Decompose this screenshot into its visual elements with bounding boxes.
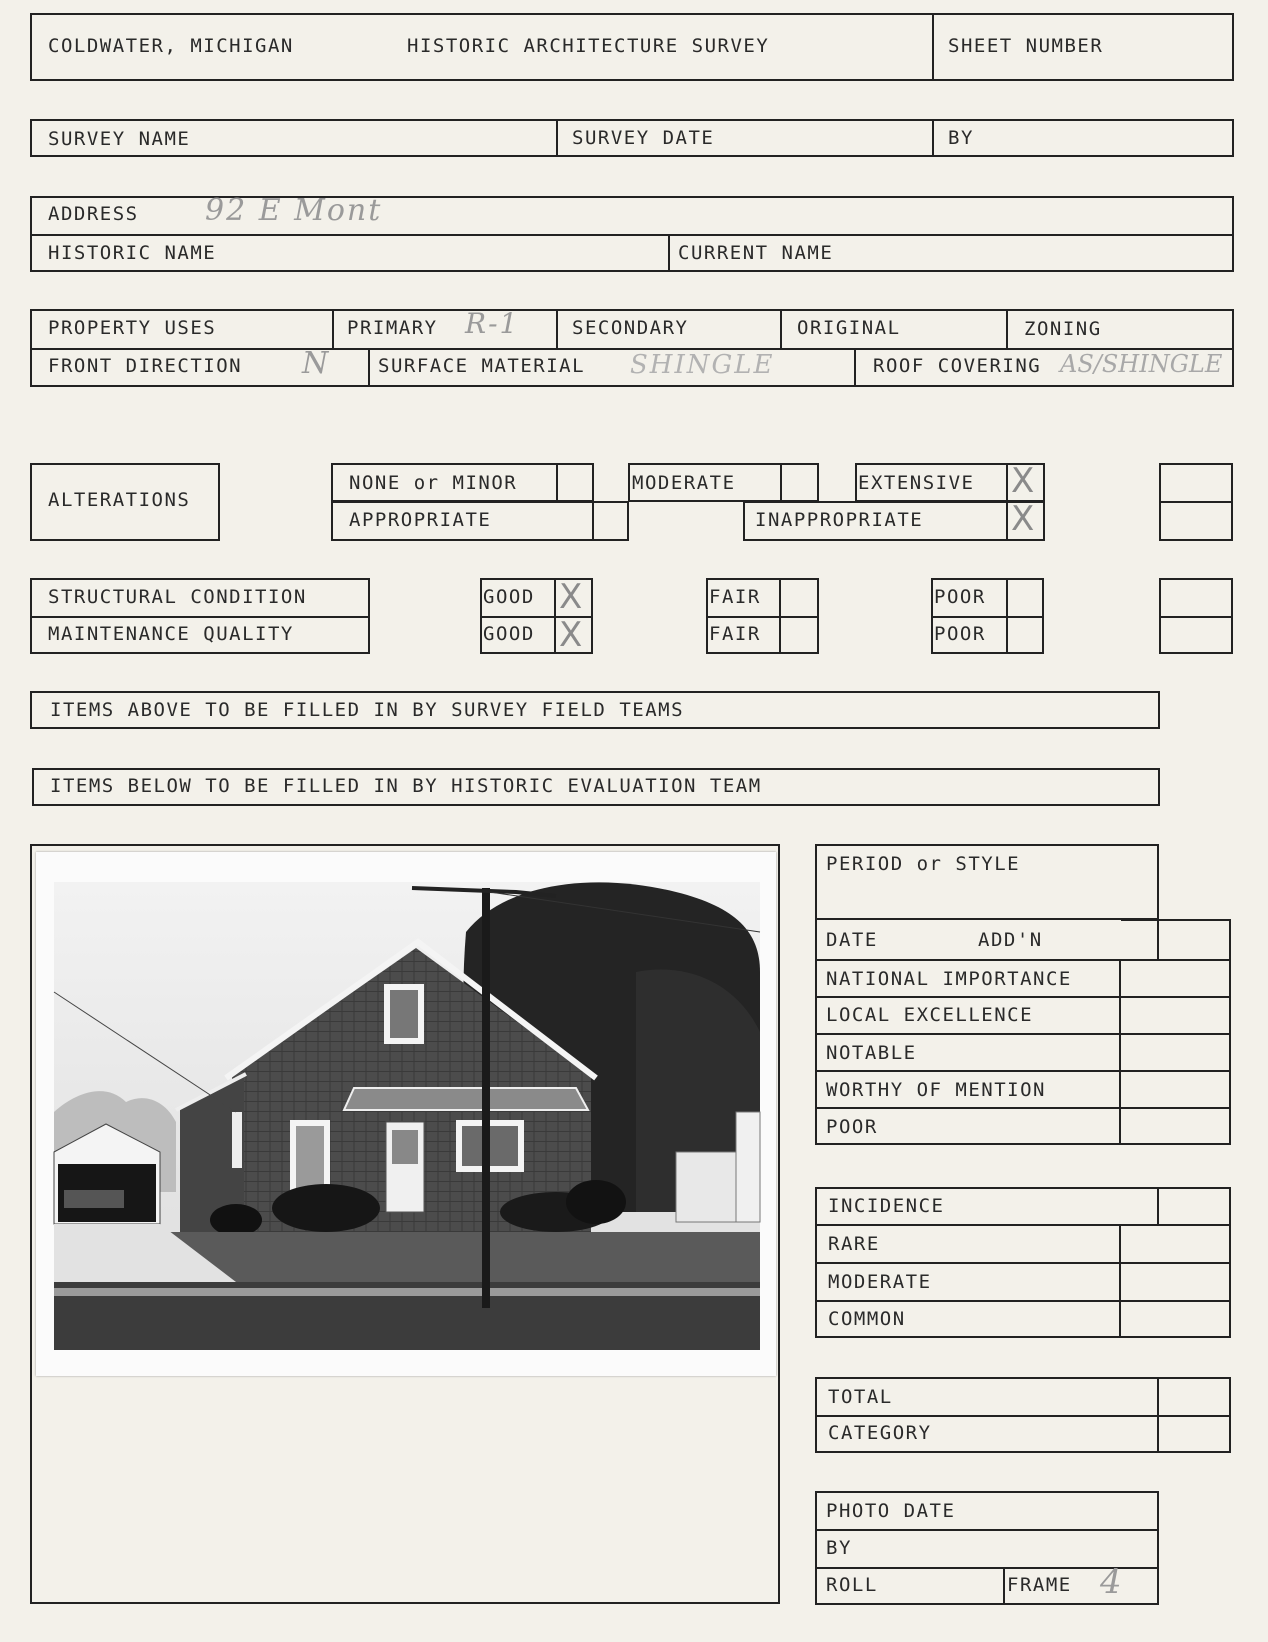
secondary-label: SECONDARY: [572, 317, 689, 339]
primary-value: R-1: [465, 307, 520, 340]
maintenance-good-label: GOOD: [483, 623, 535, 645]
surface-material-value: SHINGLE: [630, 350, 775, 380]
extensive-check: X: [1011, 461, 1035, 501]
date-label: DATE: [826, 929, 878, 951]
structural-poor-label: POOR: [934, 586, 986, 608]
structural-fair-label: FAIR: [709, 586, 761, 608]
moderate-label: MODERATE: [632, 472, 736, 494]
front-direction-value: N: [302, 346, 331, 381]
zoning-label: ZONING: [1024, 318, 1102, 340]
surface-material-label: SURFACE MATERIAL: [378, 355, 586, 377]
roll-label: ROLL: [826, 1574, 878, 1596]
evaluation-poor-label: POOR: [826, 1116, 878, 1138]
national-importance-label: NATIONAL IMPORTANCE: [826, 968, 1072, 990]
survey-by-label: BY: [948, 127, 974, 149]
frame-value: 4: [1100, 1562, 1124, 1602]
maintenance-good-check: X: [559, 615, 583, 655]
sheet-number-label: SHEET NUMBER: [948, 35, 1104, 57]
original-label: ORIGINAL: [797, 317, 901, 339]
total-label: TOTAL: [828, 1386, 893, 1408]
roof-covering-label: ROOF COVERING: [873, 355, 1042, 377]
evaluation-team-note: ITEMS BELOW TO BE FILLED IN BY HISTORIC EVALUATION TEAM: [50, 775, 762, 797]
house-photo: [36, 852, 776, 1376]
historic-name-label: HISTORIC NAME: [48, 242, 217, 264]
structural-good-label: GOOD: [483, 586, 535, 608]
photo-date-label: PHOTO DATE: [826, 1500, 956, 1522]
current-name-label: CURRENT NAME: [678, 242, 834, 264]
address-value: 92 E Mont: [205, 193, 383, 228]
structural-good-check: X: [559, 577, 583, 617]
inappropriate-label: INAPPROPRIATE: [755, 509, 924, 531]
worthy-of-mention-label: WORTHY OF MENTION: [826, 1079, 1046, 1101]
structural-condition-label: STRUCTURAL CONDITION: [48, 586, 307, 608]
incidence-label: INCIDENCE: [828, 1195, 945, 1217]
survey-date-label: SURVEY DATE: [572, 127, 715, 149]
frame-label: FRAME: [1007, 1574, 1072, 1596]
header-city: COLDWATER, MICHIGAN: [48, 35, 294, 57]
address-label: ADDRESS: [48, 203, 139, 225]
primary-label: PRIMARY: [347, 317, 438, 339]
photo-by-label: BY: [826, 1537, 852, 1559]
notable-label: NOTABLE: [826, 1042, 917, 1064]
front-direction-label: FRONT DIRECTION: [48, 355, 243, 377]
survey-name-label: SURVEY NAME: [48, 128, 191, 150]
evaluation-table: [815, 919, 1231, 1145]
period-style-label: PERIOD or STYLE: [826, 853, 1021, 875]
property-uses-label: PROPERTY USES: [48, 317, 217, 339]
extensive-label: EXTENSIVE: [858, 472, 975, 494]
appropriate-label: APPROPRIATE: [349, 509, 492, 531]
field-teams-note: ITEMS ABOVE TO BE FILLED IN BY SURVEY FIELD TEAMS: [50, 699, 685, 721]
maintenance-fair-label: FAIR: [709, 623, 761, 645]
incidence-moderate-label: MODERATE: [828, 1271, 932, 1293]
header-title: HISTORIC ARCHITECTURE SURVEY: [407, 35, 770, 57]
category-label: CATEGORY: [828, 1422, 932, 1444]
common-label: COMMON: [828, 1308, 906, 1330]
roof-covering-value: AS/SHINGLE: [1060, 350, 1223, 378]
maintenance-quality-label: MAINTENANCE QUALITY: [48, 623, 294, 645]
none-minor-label: NONE or MINOR: [349, 472, 518, 494]
inappropriate-check: X: [1011, 499, 1035, 539]
addn-label: ADD'N: [978, 929, 1043, 951]
alterations-label: ALTERATIONS: [48, 489, 191, 511]
rare-label: RARE: [828, 1233, 880, 1255]
local-excellence-label: LOCAL EXCELLENCE: [826, 1004, 1034, 1026]
maintenance-poor-label: POOR: [934, 623, 986, 645]
house-photo-image: [36, 852, 776, 1376]
